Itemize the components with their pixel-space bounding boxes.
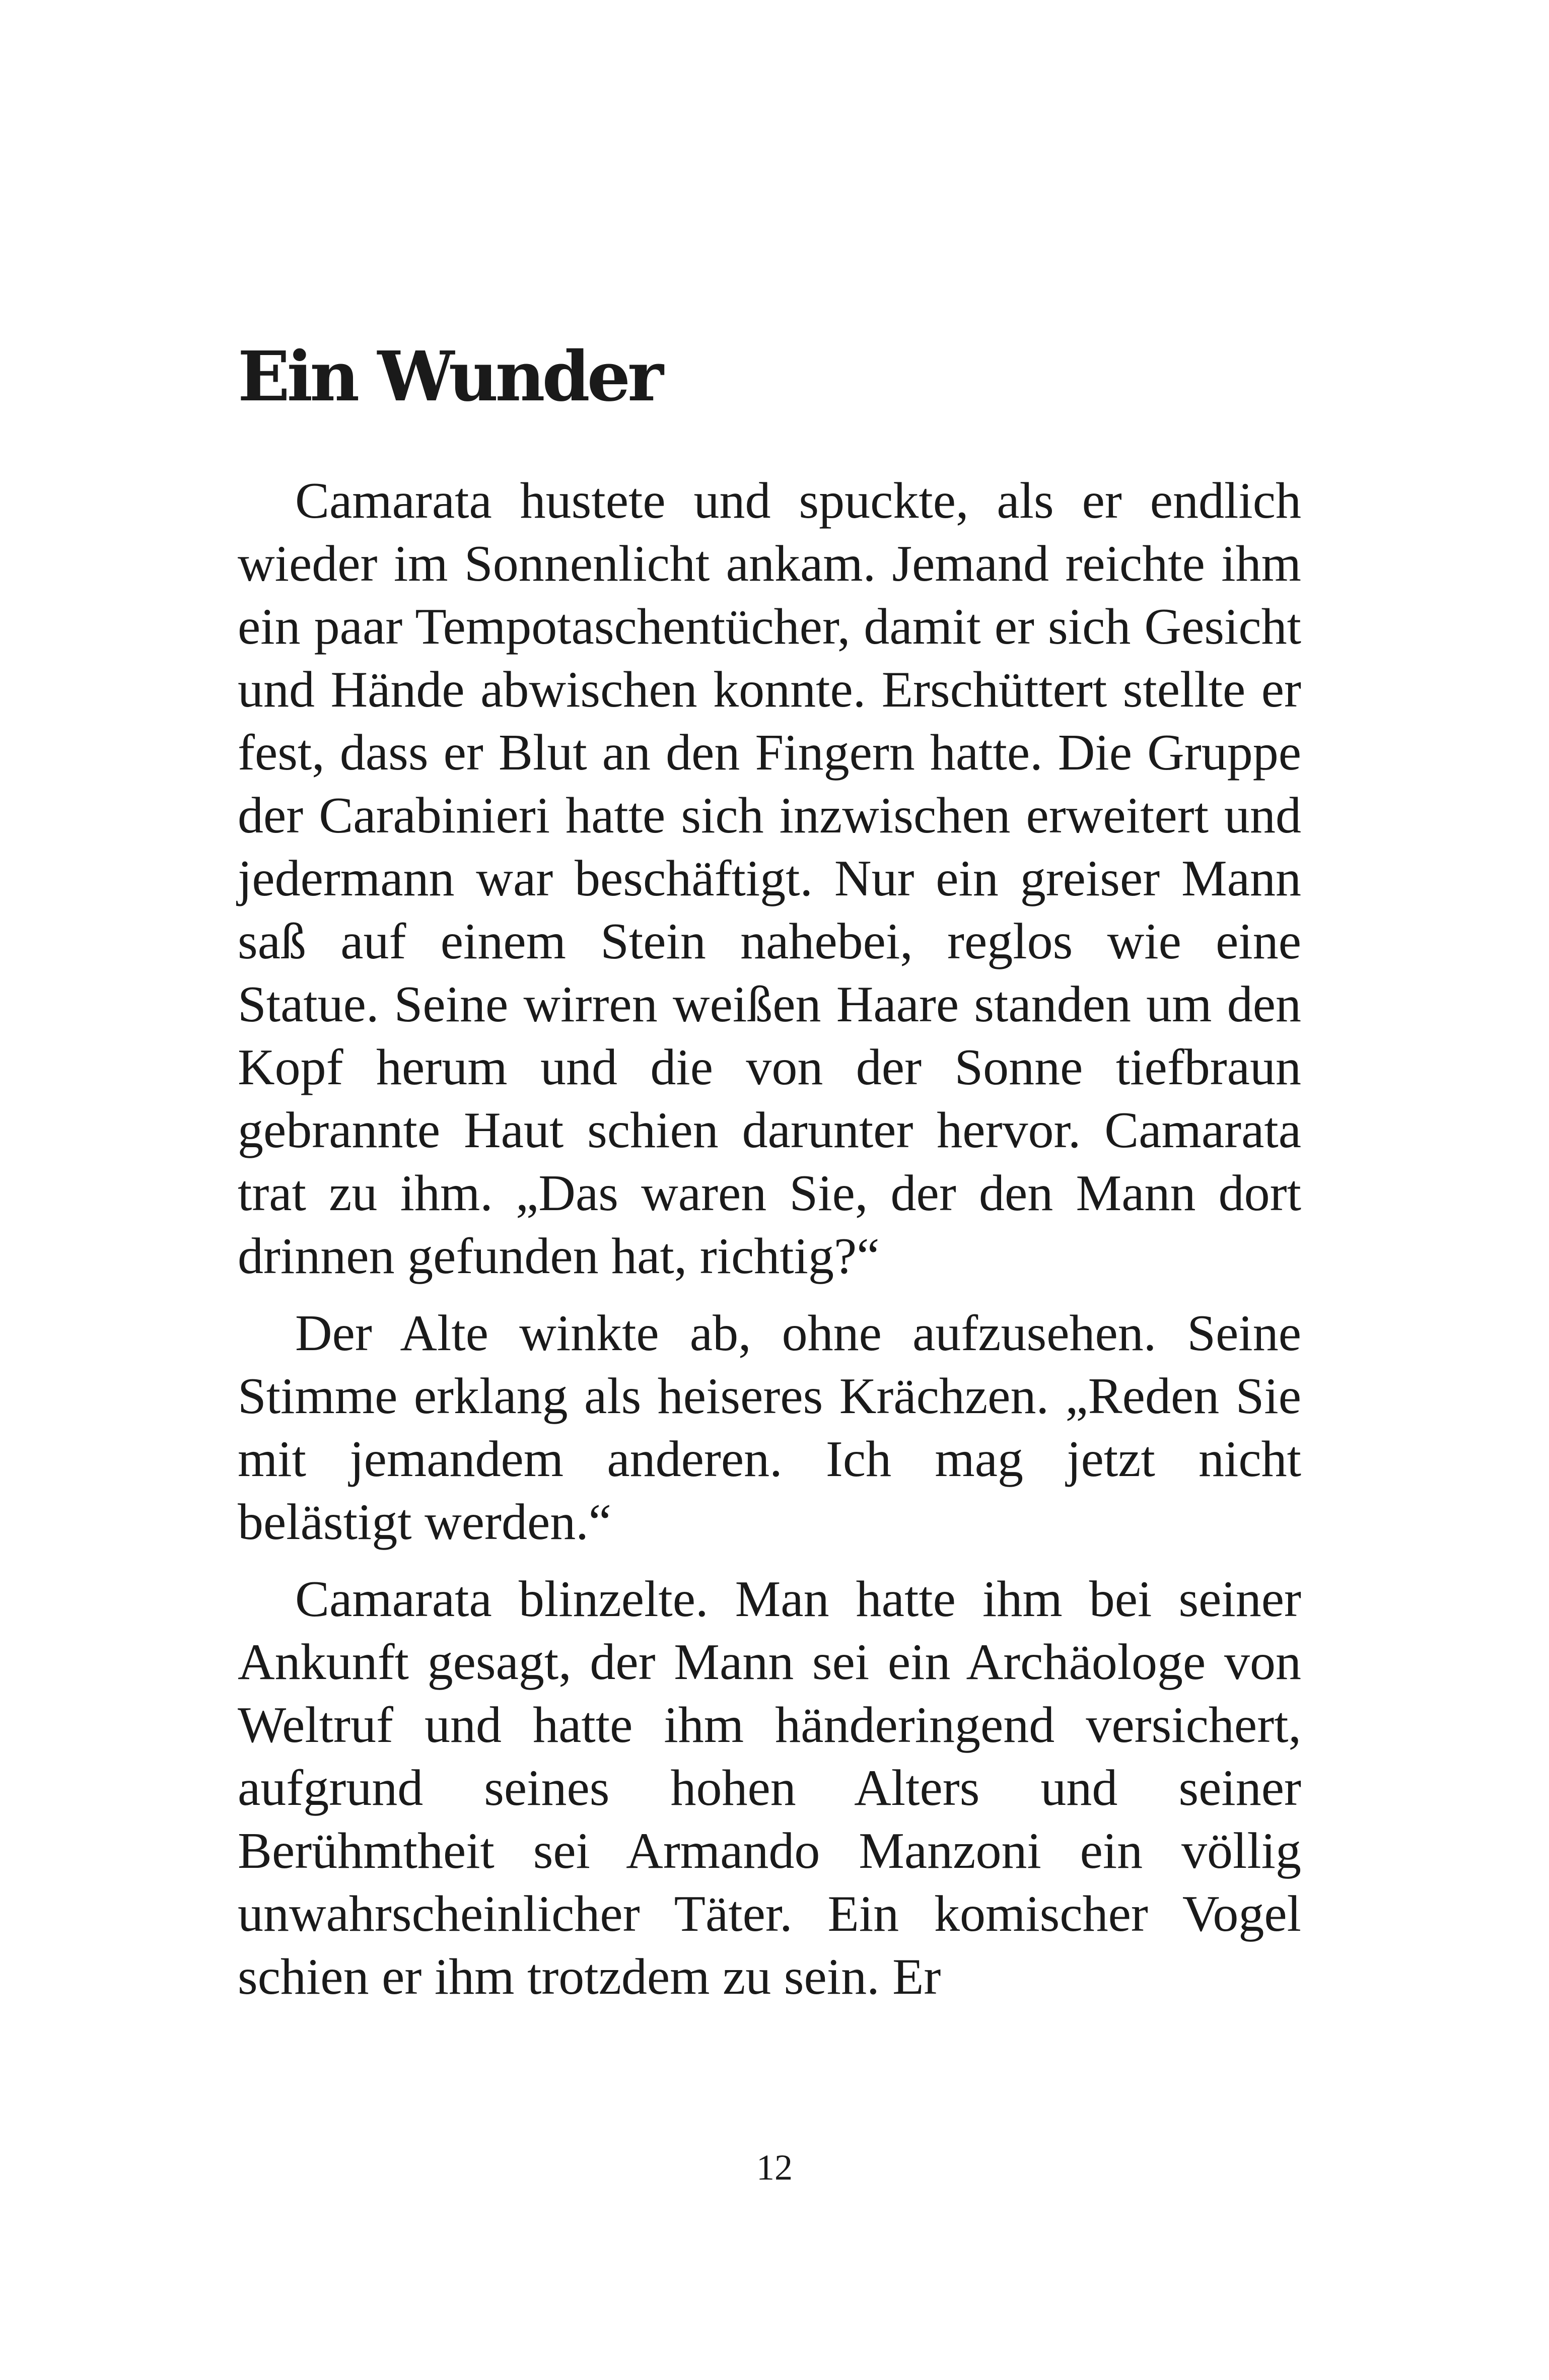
paragraph-3: Camarata blinzelte. Man hatte ihm bei seiner Ankunft gesagt, der Mann sei ein Archäologe von Weltruf und hatte ihm händeringend versichert, aufgrund seines hohen Alters und seiner Berühmtheit sei Armando Manzoni ein völlig unwahrscheinlicher Täter. Ein komischer Vogel schien er ihm trotzdem zu sein. Er bbox=[238, 1571, 1301, 2005]
page-number: 12 bbox=[756, 2147, 793, 2188]
chapter-title: Ein Wunder bbox=[238, 336, 661, 417]
text-body bbox=[238, 469, 1301, 2022]
paragraph-1: Camarata hustete und spuckte, als er endlich wieder im Sonnenlicht ankam. Jemand reichte ihm ein paar Tempotaschentücher, damit er sich Gesicht und Hände abwischen konnte. Erschüttert stellte er fest, dass er Blut an den Fingern hatte. Die Gruppe der Carabinieri hatte sich inzwischen erweitert und jedermann war beschäftigt. Nur ein greiser Mann saß auf einem Stein nahebei, reglos wie eine Statue. Seine wirren weißen Haare standen um den Kopf herum und die von der Sonne tiefbraun gebrannte Haut schien darunter hervor. Camarata trat zu ihm. „Das waren Sie, der den Mann dort drinnen gefunden hat, richtig?“ bbox=[238, 472, 1301, 1285]
paragraph-2: Der Alte winkte ab, ohne aufzusehen. Seine Stimme erklang als heiseres Krächzen. „Reden Sie mit jemandem anderen. Ich mag jetzt nicht belästigt werden.“ bbox=[238, 1305, 1301, 1551]
